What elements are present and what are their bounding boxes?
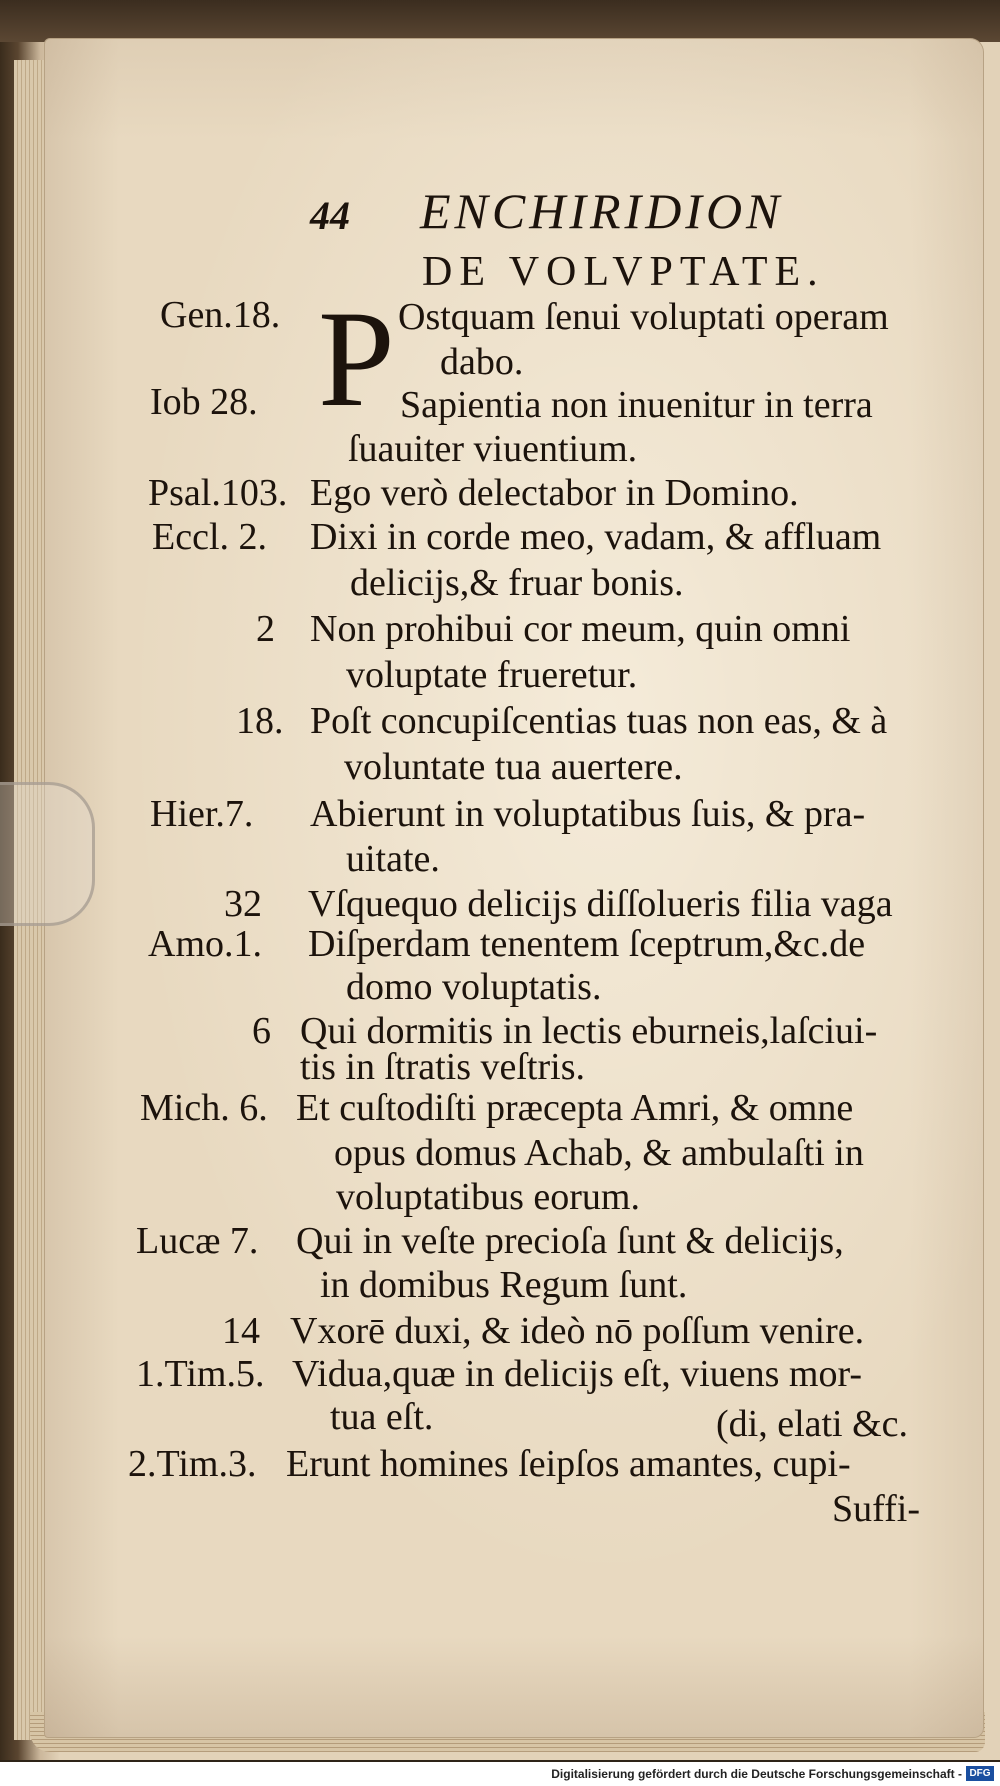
margin-ref: Mich. 6.: [140, 1087, 268, 1129]
text-line: ſuauiter viuentium.: [348, 428, 638, 470]
margin-ref: 6: [252, 1010, 271, 1052]
text-line: in domibus Regum ſunt.: [320, 1264, 688, 1306]
margin-ref: Hier.7.: [150, 793, 254, 835]
text-line: opus domus Achab, & ambulaſti in: [334, 1132, 864, 1174]
margin-ref: Gen.18.: [160, 294, 281, 336]
text-line: Sapientia non inuenitur in terra: [400, 384, 873, 426]
text-line: Et cuſtodiſti præcepta Amri, & omne: [296, 1087, 854, 1129]
page-number: 44: [310, 193, 350, 238]
text-line: Ego verò delectabor in Domino.: [310, 472, 799, 514]
text-line: voluptate frueretur.: [346, 654, 638, 696]
text-line: Vidua,quæ in delicijs eſt, viuens mor-: [292, 1353, 863, 1395]
text-line: Qui in veſte precioſa ſunt & delicijs,: [296, 1220, 844, 1262]
text-line: domo voluptatis.: [346, 966, 602, 1008]
margin-ref: 2.Tim.3.: [128, 1443, 257, 1485]
margin-ref: 1.Tim.5.: [136, 1353, 265, 1395]
text-line: tua eſt.: [330, 1396, 434, 1438]
text-line: Qui dormitis in lectis eburneis,laſciui-: [300, 1010, 878, 1052]
margin-ref: 14: [222, 1310, 260, 1352]
margin-ref: Lucæ 7.: [136, 1220, 259, 1262]
margin-ref: 32: [224, 883, 262, 925]
text-line: Erunt homines ſeipſos amantes, cupi-: [286, 1443, 851, 1485]
text-line: Non prohibui cor meum, quin omni: [310, 608, 851, 650]
margin-ref: Psal.103.: [148, 472, 288, 514]
section-title: DE VOLVPTATE.: [422, 249, 825, 295]
drop-cap: P: [318, 282, 395, 435]
margin-ref: Eccl. 2.: [152, 516, 268, 558]
dfg-logo-icon: DFG: [966, 1766, 994, 1781]
footer-bar: [0, 1762, 1000, 1786]
margin-ref: 18.: [236, 700, 284, 742]
text-line: Diſperdam tenentem ſceptrum,&c.de: [308, 923, 866, 965]
text-line: Dixi in corde meo, vadam, & affluam: [310, 516, 882, 558]
text-line: Abierunt in voluptatibus ſuis, & pra-: [310, 793, 866, 835]
text-line: Vſquequo delicijs diſſolueris filia vaga: [308, 883, 893, 925]
text-line: tis in ſtratis veſtris.: [300, 1046, 585, 1088]
text-line: voluptatibus eorum.: [336, 1176, 640, 1218]
text-line: Vxorē duxi, & ideò nō poſſum venire.: [290, 1310, 865, 1352]
text-line: delicijs,& fruar bonis.: [350, 562, 684, 604]
running-title: ENCHIRIDION: [420, 183, 784, 239]
text-line: uitate.: [346, 838, 440, 880]
text-line: Ostquam ſenui voluptati operam: [398, 296, 889, 338]
margin-ref: Amo.1.: [148, 923, 262, 965]
text-line: (di, elati &c.: [716, 1403, 909, 1445]
footer-credit: Digitalisierung gefördert durch die Deutsche Forschungsgemeinschaft -: [551, 1767, 962, 1781]
catchword: Suffi-: [832, 1488, 920, 1530]
text-line: voluntate tua auertere.: [344, 746, 683, 788]
margin-ref: 2: [256, 608, 275, 650]
text-line: Poſt concupiſcentias tuas non eas, & à: [310, 700, 888, 742]
margin-ref: Iob 28.: [150, 381, 258, 423]
text-line: dabo.: [440, 341, 524, 383]
